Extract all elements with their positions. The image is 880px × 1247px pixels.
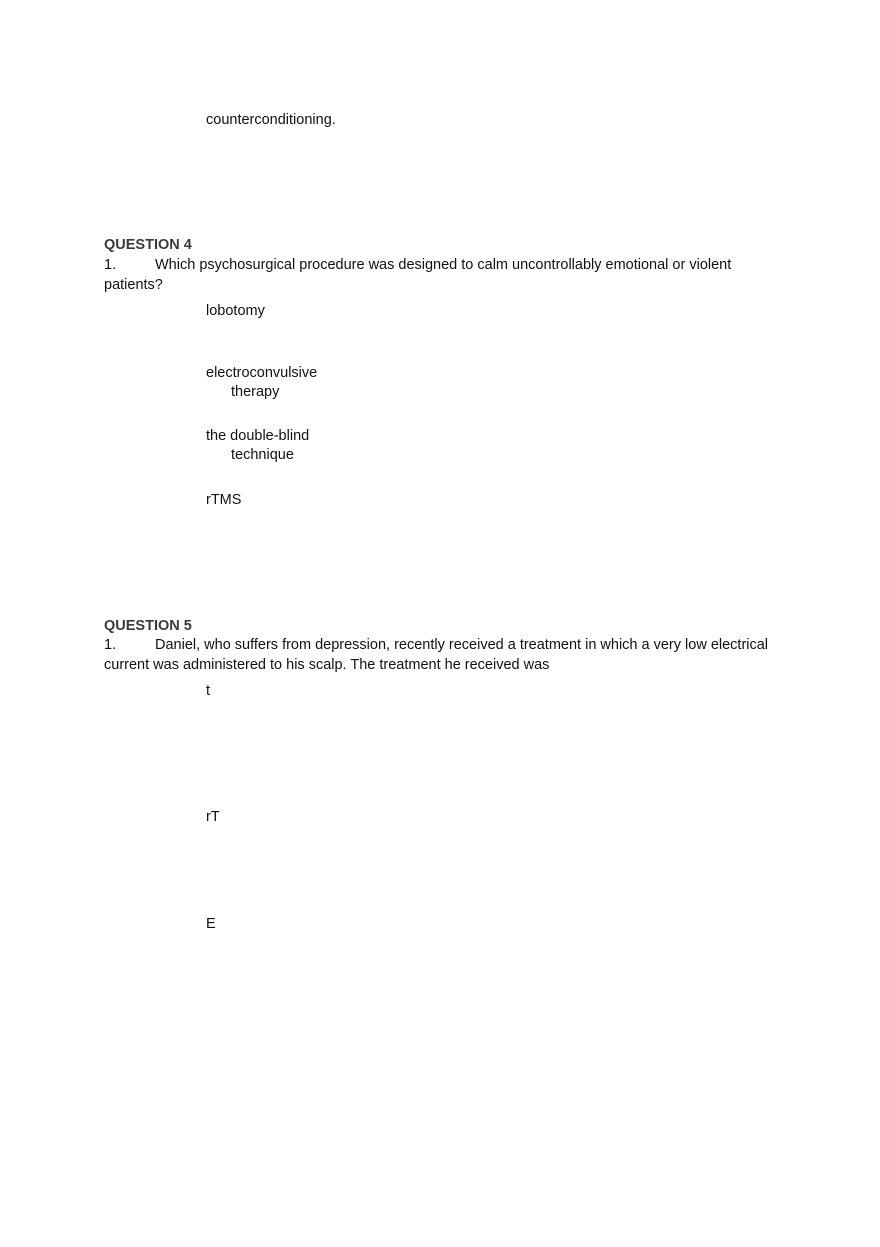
answer-option-ect-cont[interactable]: therapy: [231, 384, 280, 400]
answer-option-double-blind[interactable]: the double-blind: [206, 428, 310, 444]
answer-option-1[interactable]: t: [206, 683, 211, 699]
question-4-text: [104, 256, 731, 275]
question-5-heading: QUESTION 5: [104, 618, 192, 634]
answer-option-3[interactable]: E: [206, 916, 216, 932]
answer-option-2[interactable]: rT: [206, 809, 220, 825]
answer-option-lobotomy[interactable]: lobotomy: [206, 303, 265, 319]
question-5-text-cont: current was administered to his scalp. The treatment he received was: [104, 657, 550, 673]
question-number: 1.: [104, 257, 117, 273]
question-5-text: [104, 636, 768, 655]
question-text-line: Daniel, who suffers from depression, recently received a treatment in which a very low electrical: [155, 637, 769, 653]
question-text-line: Which psychosurgical procedure was designed to calm uncontrollably emotional or violent: [155, 257, 732, 273]
question-4-text-cont: patients?: [104, 277, 163, 293]
prev-answer-option[interactable]: counterconditioning.: [206, 112, 336, 128]
question-number: 1.: [104, 637, 117, 653]
answer-option-ect[interactable]: electroconvulsive: [206, 365, 318, 381]
answer-option-double-blind-cont[interactable]: technique: [231, 447, 294, 463]
question-4-heading: QUESTION 4: [104, 237, 192, 253]
answer-option-rtms[interactable]: rTMS: [206, 492, 242, 508]
